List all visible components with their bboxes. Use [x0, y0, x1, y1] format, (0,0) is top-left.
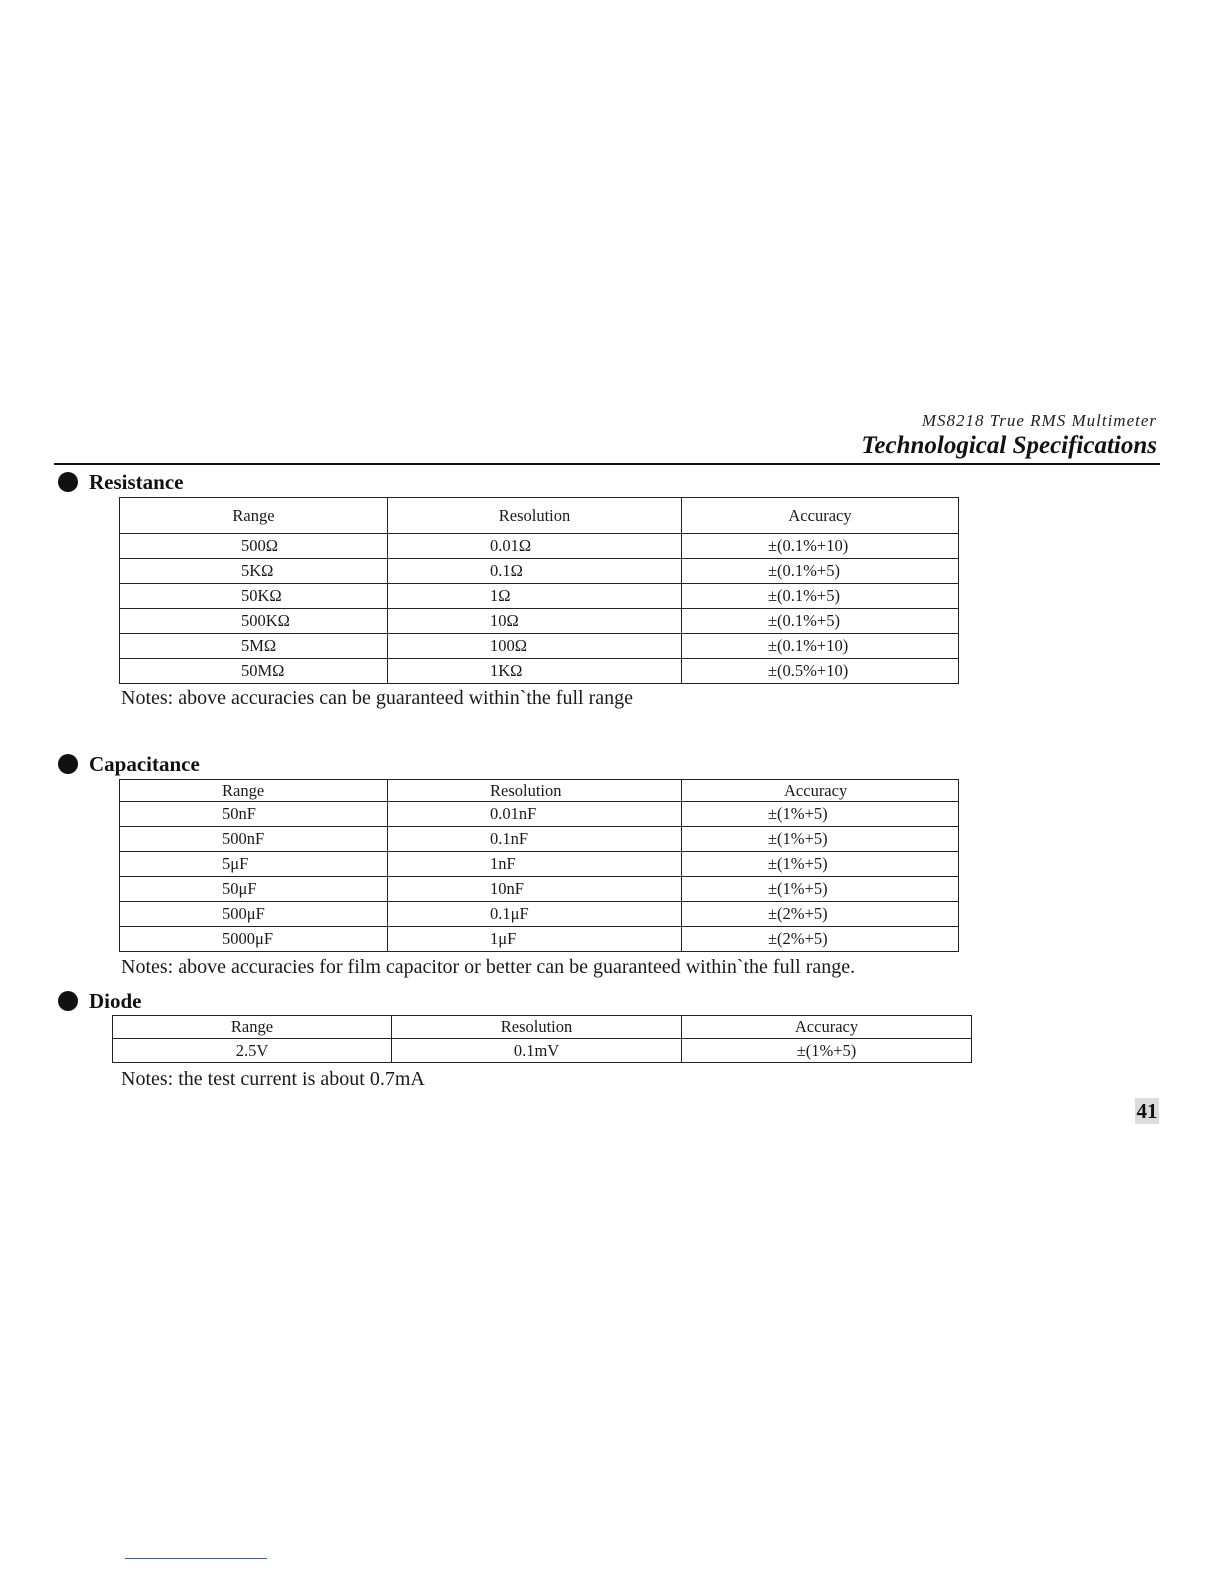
table-row	[120, 852, 959, 877]
range-cell: 500KΩ	[120, 609, 388, 634]
manual-model-title: MS8218 True RMS Multimeter	[921, 411, 1157, 430]
range-cell: 5μF	[120, 852, 388, 877]
table-row	[120, 634, 959, 659]
range-cell: 5MΩ	[120, 634, 388, 659]
table-row	[120, 802, 959, 827]
range-cell: 5000μF	[120, 927, 388, 952]
table-row	[120, 559, 959, 584]
header-divider	[54, 463, 1160, 465]
column-header-accuracy: Accuracy	[682, 498, 959, 534]
column-header-range: Range	[120, 498, 388, 534]
accuracy-cell: ±(1%+5)	[682, 852, 959, 877]
accuracy-cell: ±(1%+5)	[682, 877, 959, 902]
table-row	[120, 927, 959, 952]
resolution-cell: 1KΩ	[388, 659, 682, 684]
accuracy-cell: ±(0.1%+5)	[682, 584, 959, 609]
column-header-range: Range	[120, 780, 388, 802]
accuracy-cell: ±(1%+5)	[682, 802, 959, 827]
resolution-cell: 0.01Ω	[388, 534, 682, 559]
range-cell: 50MΩ	[120, 659, 388, 684]
resolution-cell: 0.1mV	[392, 1039, 682, 1063]
resistance-table	[119, 497, 959, 684]
resolution-cell: 1μF	[388, 927, 682, 952]
diode-table	[112, 1015, 972, 1063]
range-cell: 2.5V	[113, 1039, 392, 1063]
table-row	[120, 609, 959, 634]
resolution-cell: 10Ω	[388, 609, 682, 634]
resolution-cell: 0.1nF	[388, 827, 682, 852]
resolution-cell: 0.1μF	[388, 902, 682, 927]
range-cell: 500nF	[120, 827, 388, 852]
table-row	[120, 827, 959, 852]
resolution-cell: 1Ω	[388, 584, 682, 609]
table-row	[120, 659, 959, 684]
column-header-resolution: Resolution	[392, 1016, 682, 1039]
capacitance-heading	[58, 751, 200, 777]
table-row	[120, 584, 959, 609]
resolution-cell: 1nF	[388, 852, 682, 877]
accuracy-cell: ±(0.1%+10)	[682, 534, 959, 559]
capacitance-heading-label: Capacitance	[89, 751, 200, 776]
column-header-resolution: Resolution	[388, 498, 682, 534]
resolution-cell: 10nF	[388, 877, 682, 902]
diode-heading	[58, 988, 142, 1014]
column-header-resolution: Resolution	[388, 780, 682, 802]
bullet-icon	[58, 991, 78, 1011]
range-cell: 50KΩ	[120, 584, 388, 609]
footer-link-underline	[125, 1558, 267, 1559]
capacitance-note: Notes: above accuracies for film capacitor or better can be guaranteed within`the full range.	[121, 956, 856, 978]
accuracy-cell: ±(1%+5)	[682, 827, 959, 852]
resolution-cell: 100Ω	[388, 634, 682, 659]
column-header-accuracy: Accuracy	[682, 780, 959, 802]
page-number: 41	[1136, 1099, 1158, 1123]
accuracy-cell: ±(1%+5)	[682, 1039, 972, 1063]
table-row	[113, 1039, 972, 1063]
capacitance-table	[119, 779, 959, 952]
column-header-range: Range	[113, 1016, 392, 1039]
resistance-heading-label: Resistance	[89, 469, 184, 494]
accuracy-cell: ±(2%+5)	[682, 902, 959, 927]
resolution-cell: 0.1Ω	[388, 559, 682, 584]
accuracy-cell: ±(0.1%+5)	[682, 609, 959, 634]
accuracy-cell: ±(0.5%+10)	[682, 659, 959, 684]
table-header-row	[113, 1016, 972, 1039]
bullet-icon	[58, 754, 78, 774]
range-cell: 500Ω	[120, 534, 388, 559]
range-cell: 50nF	[120, 802, 388, 827]
range-cell: 5KΩ	[120, 559, 388, 584]
accuracy-cell: ±(0.1%+5)	[682, 559, 959, 584]
resistance-note: Notes: above accuracies can be guaranteed within`the full range	[121, 687, 633, 709]
accuracy-cell: ±(2%+5)	[682, 927, 959, 952]
table-row	[120, 534, 959, 559]
resistance-heading	[58, 469, 183, 495]
range-cell: 500μF	[120, 902, 388, 927]
table-header-row	[120, 498, 959, 534]
range-cell: 50μF	[120, 877, 388, 902]
diode-note: Notes: the test current is about 0.7mA	[121, 1068, 425, 1090]
resolution-cell: 0.01nF	[388, 802, 682, 827]
table-header-row	[120, 780, 959, 802]
table-row	[120, 902, 959, 927]
column-header-accuracy: Accuracy	[682, 1016, 972, 1039]
accuracy-cell: ±(0.1%+10)	[682, 634, 959, 659]
table-row	[120, 877, 959, 902]
chapter-title: Technological Specifications	[861, 432, 1157, 459]
bullet-icon	[58, 472, 78, 492]
diode-heading-label: Diode	[89, 988, 142, 1013]
